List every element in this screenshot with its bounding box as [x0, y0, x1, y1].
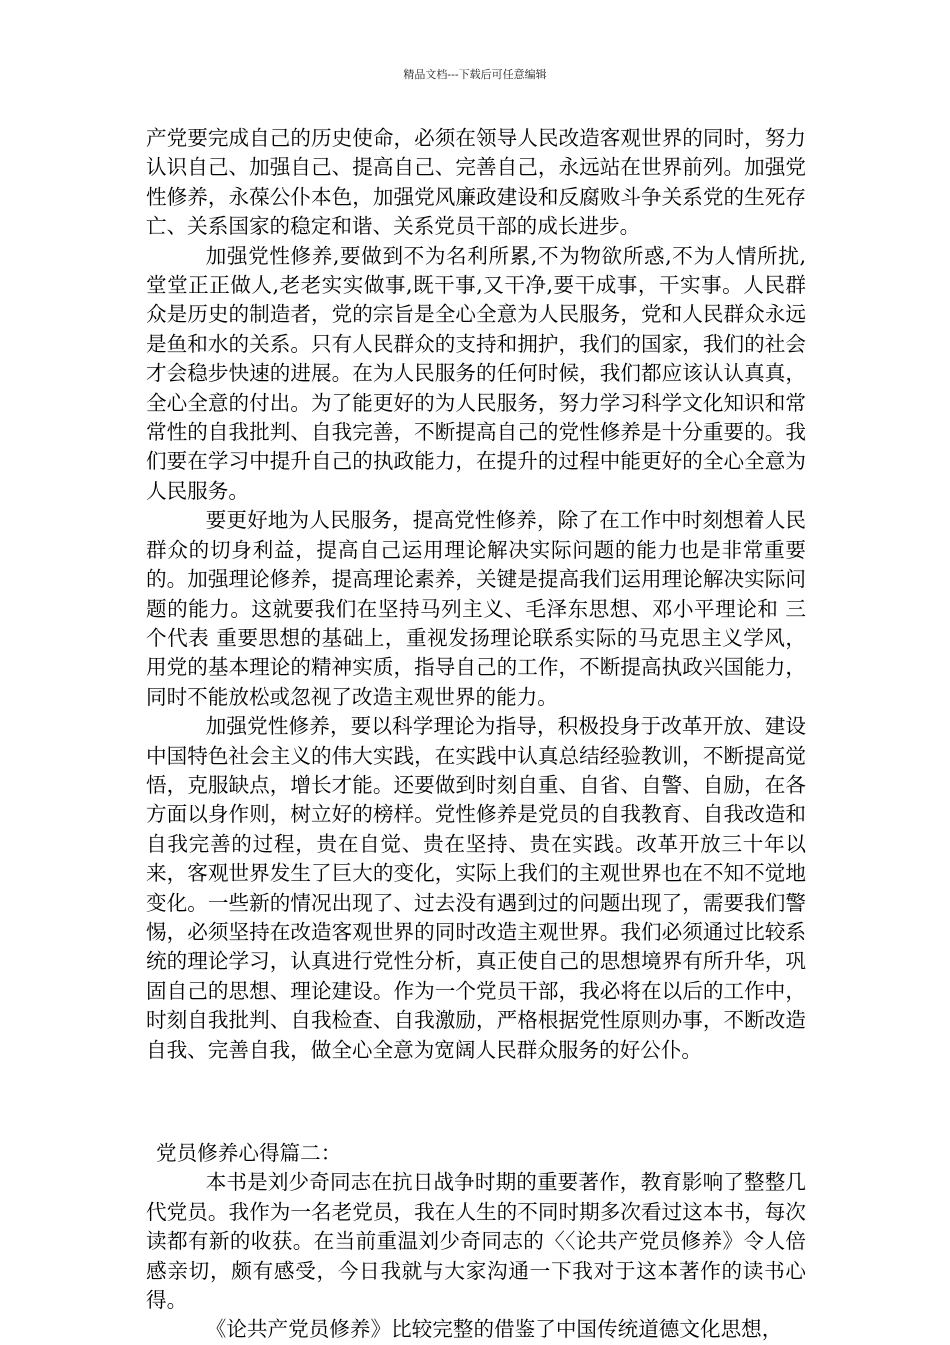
section-two-paragraph-2: 《论共产党员修养》比较完整的借鉴了中国传统道德文化思想， [205, 1317, 783, 1342]
paragraph-1: 产党要完成自己的历史使命，必须在领导人民改造客观世界的同时，努力认识自己、加强自己、提高自己、完善自己，永远站在世界前列。加强党性修养，永葆公仆本色，加强党风廉政建设和反腐败斗争关系党的生死存亡、关系国家的稳定和谐、关系党员干部的成长进步。 [146, 126, 806, 239]
page-header: 精品文档---下载后可任意编辑 [403, 68, 547, 81]
section-gap [146, 1065, 806, 1139]
paragraph-3: 要更好地为人民服务，提高党性修养，除了在工作中时刻想着人民群众的切身利益，提高自己运用理论解决实际问题的能力也是非常重要的。加强理论修养，提高理论素养，关键是提高我们运用理论解决实际问题的能力。这就要我们在坚持马列主义、毛泽东思想、邓小平理论和 三个代表 重要思想的基础上，重视发扬理论联系实际的马克思主义学风，用党的基本理论的精神实质，指导自己的工作，不断提高执政兴国能力，同时不能放松或忽视了改造主观世界的能力。 [146, 508, 806, 709]
paragraph-4: 加强党性修养，要以科学理论为指导，积极投身于改革开放、建设中国特色社会主义的伟大实践，在实践中认真总结经验教训，不断提高觉悟，克服缺点，增长才能。还要做到时刻自重、自省、自警、自励，在各方面以身作则，树立好的榜样。党性修养是党员的自我教育、自我改造和自我完善的过程，贵在自觉、贵在坚持、贵在实践。改革开放三十年以来，客观世界发生了巨大的变化，实际上我们的主观世界也在不知不觉地变化。一些新的情况出现了、过去没有遇到过的问题出现了，需要我们警惕，必须坚持在改造客观世界的同时改造主观世界。我们必须通过比较系统的理论学习，认真进行党性分析，真正使自己的思想境界有所升华，巩固自己的思想、理论建设。作为一个党员干部，我必将在以后的工作中，时刻自我批判、自我检查、自我激励，严格根据党性原则办事，不断改造自我、完善自我，做全心全意为宽阔人民群众服务的好公仆。 [146, 714, 806, 1062]
document-body [146, 124, 806, 1345]
section-two-paragraph-1: 本书是刘少奇同志在抗日战争时期的重要著作，教育影响了整整几代党员。我作为一名老党员，我在人生的不同时期多次看过这本书，每次读都有新的收获。在当前重温刘少奇同志的〈〈论共产党员修养》令人倍感亲切，颇有感受，今日我就与大家沟通一下我对于这本著作的读书心得。 [146, 1170, 806, 1313]
paragraph-2: 加强党性修养,要做到不为名利所累,不为物欲所惑,不为人情所扰,堂堂正正做人,老老实实做事,既干事,又干净,要干成事，干实事。人民群众是历史的制造者，党的宗旨是全心全意为人民服务，党和人民群众永远是鱼和水的关系。只有人民群众的支持和拥护，我们的国家，我们的社会才会稳步快速的进展。在为人民服务的任何时候，我们都应该认认真真，全心全意的付出。为了能更好的为人民服务，努力学习科学文化知识和常常性的自我批判、自我完善，不断提高自己的党性修养是十分重要的。我们要在学习中提升自己的执政能力，在提升的过程中能更好的全心全意为人民服务。 [146, 243, 806, 503]
section-title: 党员修养心得篇二： [156, 1141, 342, 1165]
